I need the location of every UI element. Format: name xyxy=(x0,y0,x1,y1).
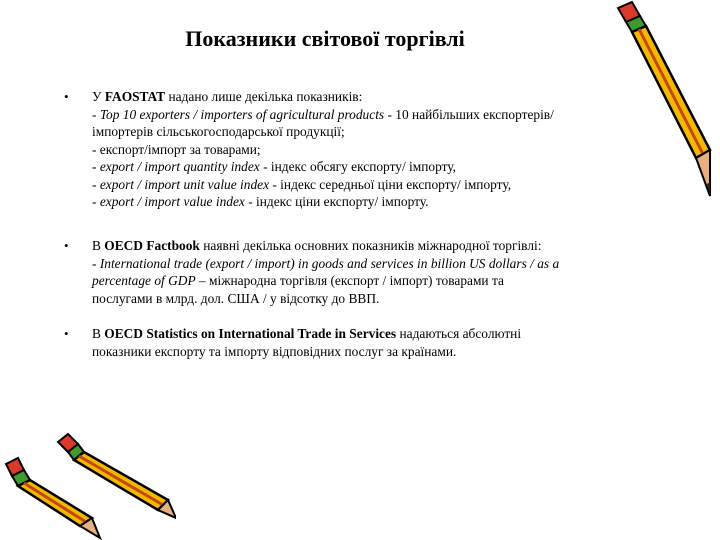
bullet-body xyxy=(92,88,664,211)
bullet-line: імпортерів сільськогосподарської продукції; xyxy=(92,124,345,139)
pencil-stripe xyxy=(24,483,86,522)
bullet-marker: • xyxy=(64,238,69,253)
pencil-stripe xyxy=(639,29,703,154)
bullet-intro: У FAOSTAT надано лише декілька показників: xyxy=(92,89,363,104)
pencil-icon xyxy=(588,0,720,212)
source-name: FAOSTAT xyxy=(104,89,166,104)
bullet-line: показники експорту та імпорту відповідних послуг за країнами. xyxy=(92,343,457,359)
pencil-icon-top xyxy=(618,2,710,196)
slide-title: Показники світової торгівлі xyxy=(185,26,465,51)
pencil-tip xyxy=(696,150,710,196)
bullet-line: - експорт/імпорт за товарами; xyxy=(92,141,261,157)
bullet-body xyxy=(92,237,664,307)
pencil-icon-bottom-1 xyxy=(58,434,176,518)
bullet-item-faostat xyxy=(64,88,664,211)
bullet-line: - Top 10 exporters / importers of agricultural products - 10 найбільших експортерів/ xyxy=(92,106,554,122)
pencil-icon-bottom-2 xyxy=(6,458,100,538)
source-name: OECD Statistics on International Trade in Services xyxy=(104,326,397,341)
pencils-icon xyxy=(0,426,176,540)
bullet-marker: • xyxy=(64,89,69,104)
bullet-item-oecd-services xyxy=(64,325,664,360)
bullet-intro: В OECD Statistics on International Trade in Services надаються абсолютні xyxy=(92,326,522,341)
bullet-marker: • xyxy=(64,326,69,341)
bullet-line: - export / import value index - індекс ціни експорту/ імпорту. xyxy=(92,194,429,209)
bullet-line: percentage of GDP – міжнародна торгівля (експорт / імпорт) товарами та xyxy=(92,273,504,288)
bullet-body xyxy=(92,325,664,360)
pencil-stripe xyxy=(79,456,163,505)
source-name: OECD Factbook xyxy=(104,238,200,253)
bullet-item-oecd-factbook xyxy=(64,237,664,307)
bullet-line: - export / import quantity index - індекс обсягу експорту/ імпорту, xyxy=(92,159,456,174)
bullet-line: - International trade (export / import) in goods and services in billion US dollars / as a xyxy=(92,255,560,271)
bullet-intro: В OECD Factbook наявні декілька основних показників міжнародної торгівлі: xyxy=(92,238,542,253)
bullet-line: послугами в млрд. дол. США / у відсотку до ВВП. xyxy=(92,290,380,306)
bullet-line: - export / import unit value index - індекс середньої ціни експорту/ імпорту, xyxy=(92,176,512,192)
